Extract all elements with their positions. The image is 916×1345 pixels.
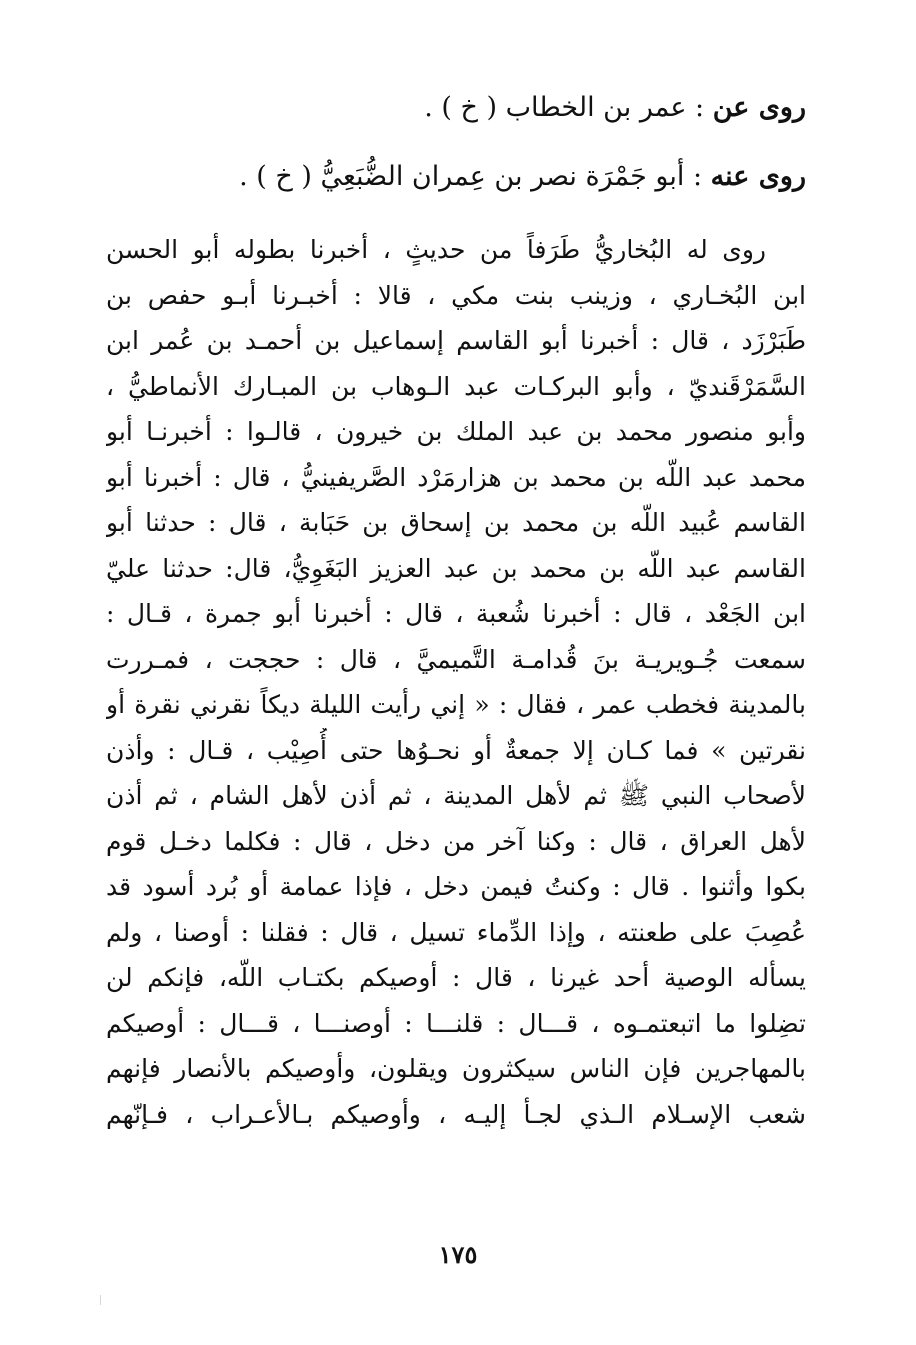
narrated-by-value: : أبو جَمْرَة نصر بن عِمران الضُّبَعِيُّ ( خ ) .: [239, 161, 703, 192]
body-line: السَّمَرْقَنديّ ، وأبو البركـات عبد الـوهاب بن المبـارك الأنماطيُّ ،: [106, 371, 806, 401]
body-line: شعب الإسـلام الـذي لجـأ إليـه ، وأوصيكم بـالأعـراب ، فـإنّهم: [106, 1099, 806, 1129]
body-line: وأبو منصور محمد بن عبد الملك بن خيرون ، قالـوا : أخبرنـا أبو: [106, 417, 806, 446]
body-line: ابن الجَعْد ، قال : أخبرنا شُعبة ، قال : أخبرنا أبو جمرة ، قـال :: [106, 599, 806, 628]
narrated-from-line: [424, 88, 806, 128]
body-line: القاسم عبد اللّه بن محمد بن عبد العزيز البَغَوِيُّ، قال: حدثنا عليّ: [106, 553, 806, 583]
body-line: ابن البُخـاري ، وزينب بنت مكي ، قالا : أخبـرنا أبـو حفص بن: [106, 280, 806, 310]
body-line: لأهل العراق ، قال : وكنا آخر من دخل ، قال : فكلما دخـل قوم: [106, 826, 806, 856]
body-line: بالمهاجرين فإن الناس سيكثرون ويقلون، وأوصيكم بالأنصار فإنهم: [106, 1054, 806, 1083]
body-line: محمد عبد اللّه بن محمد بن هزارمَرْد الصَّريفينيُّ ، قال : أخبرنا أبو: [106, 462, 806, 492]
body-line: يسأله الوصية أحد غيرنا ، قال : أوصيكم بكتـاب اللّه، فإنكم لن: [106, 963, 806, 992]
body-line: روى له البُخاريُّ طَرَفاً من حديثٍ ، أخبرنا بطوله أبو الحسن: [106, 235, 766, 264]
body-paragraph: [106, 227, 806, 1137]
page-number: ١٧٥: [438, 1240, 478, 1269]
body-line: سمعت جُـويريـة بنَ قُدامـة التَّميميَّ ، قال : حججت ، فمـررت: [106, 644, 806, 674]
body-line: بالمدينة فخطب عمر ، فقال : « إني رأيت الليلة ديكاً نقرني نقرة أو: [106, 690, 806, 719]
body-line: لأصحاب النبي ﷺ ثم لأهل المدينة ، ثم أذن لأهل الشام ، ثم أذن: [106, 781, 806, 810]
body-line: عُصِبَ على طعنته ، وإذا الدِّماء تسيل ، قال : فقلنا : أوصنا ، ولم: [106, 917, 806, 947]
body-line: القاسم عُبيد اللّه بن محمد بن إسحاق بن حَبَابة ، قال : حدثنا أبو: [106, 508, 806, 537]
narrated-from-value: : عمر بن الخطاب ( خ ) .: [424, 92, 705, 123]
narrated-by-line: [239, 157, 806, 197]
body-line: تضِلوا ما اتبعتمـوه ، قـــال : قلنـــا : أوصنـــا ، قـــال : أوصيكم: [106, 1008, 806, 1038]
body-line: طَبَرْزَد ، قال : أخبرنا أبو القاسم إسماعيل بن أحمـد بن عُمر ابن: [106, 326, 806, 355]
body-line: نقرتين » فما كـان إلا جمعةٌ أو نحـوُها حتى أُصِيْب ، قـال : وأذن: [106, 735, 806, 765]
narrated-by-label: روى عنه: [710, 161, 806, 192]
margin-mark: [100, 1295, 101, 1305]
body-line: بكوا وأثنوا . قال : وكنتُ فيمن دخل ، فإذا عمامة أو بُرد أسود قد: [106, 872, 806, 901]
narrated-from-label: روى عن: [712, 92, 806, 123]
